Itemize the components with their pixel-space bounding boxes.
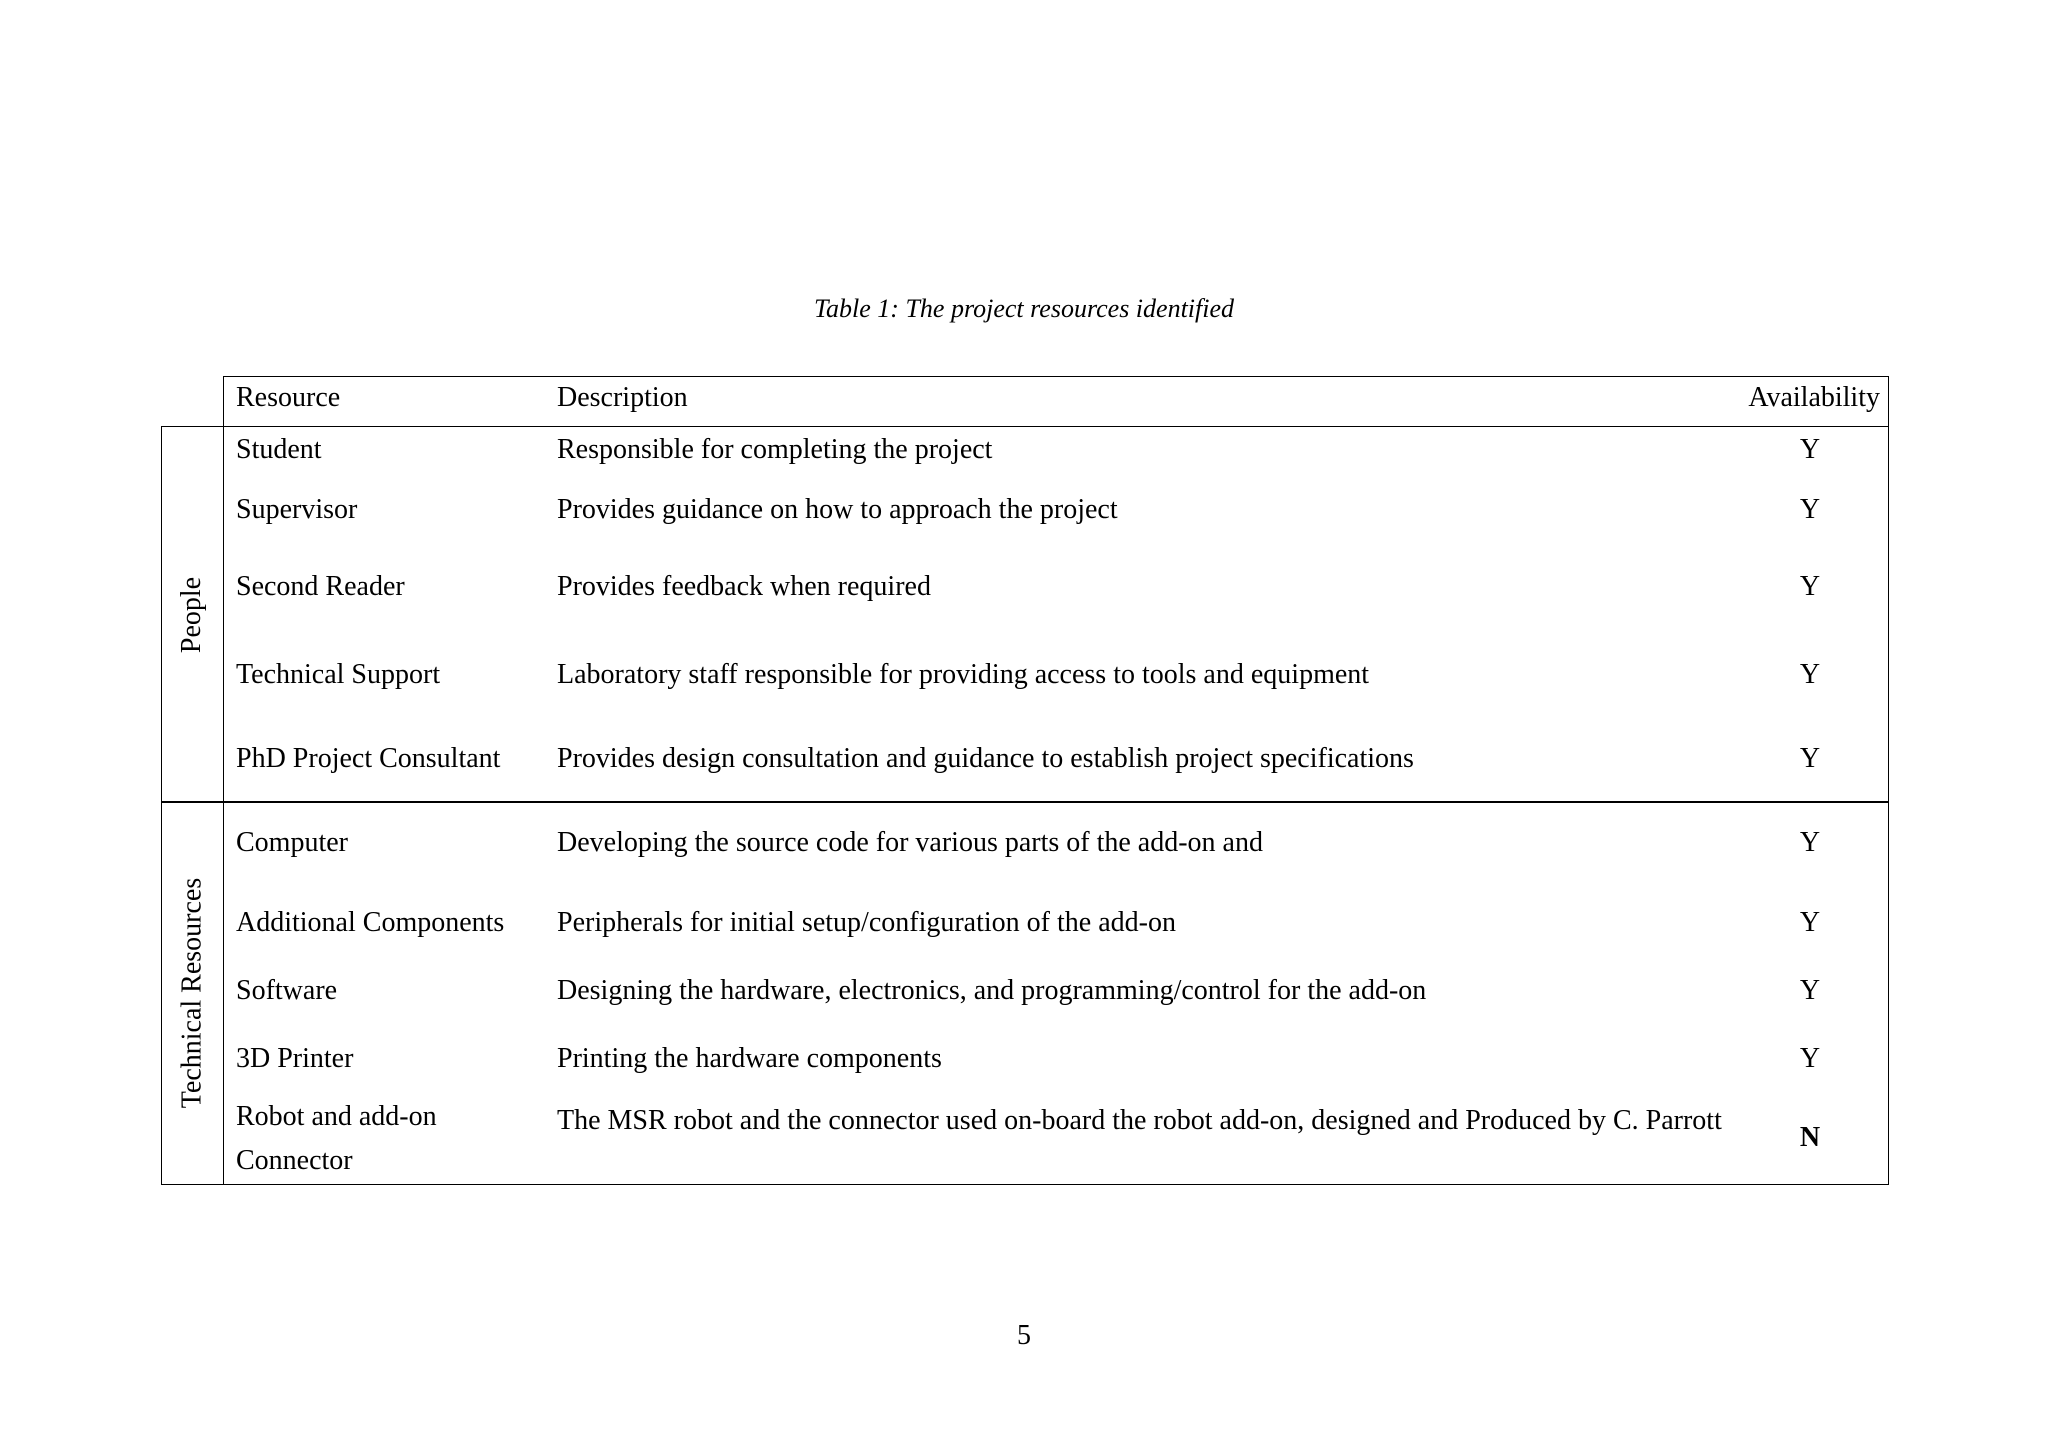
table-row-description: Laboratory staff responsible for providing access to tools and equipment: [557, 659, 1370, 690]
table-row-resource: Second Reader: [236, 571, 405, 602]
group-divider: [223, 427, 224, 802]
header-resource: Resource: [236, 382, 341, 413]
table-row-availability: Y: [1799, 827, 1821, 858]
group-label-people: People: [176, 576, 208, 653]
table-row-resource: Robot and add-on Connector: [236, 1101, 437, 1176]
table-row-description: Designing the hardware, electronics, and programming/control for the add-on: [557, 975, 1427, 1006]
table-row-availability: Y: [1799, 659, 1821, 690]
table-row-availability: N: [1799, 1122, 1821, 1153]
table-row-availability: Y: [1799, 743, 1821, 774]
table-row-resource: PhD Project Consultant: [236, 743, 501, 774]
header-availability: Availability: [1748, 382, 1880, 413]
table-row-description: Responsible for completing the project: [557, 434, 993, 465]
table-row-availability: Y: [1799, 434, 1821, 465]
table-row-description: Provides design consultation and guidance to establish project specifications: [557, 743, 1414, 774]
group-divider: [223, 802, 224, 1184]
table-row-description: The MSR robot and the connector used on-board the robot add-on, designed and Produced by C. Parrott: [557, 1105, 1722, 1136]
table-row-availability: Y: [1799, 907, 1821, 938]
table-row-availability: Y: [1799, 1043, 1821, 1074]
group-label-technical-resources: Technical Resources: [176, 877, 208, 1109]
header-description: Description: [557, 382, 688, 413]
table-row-resource: Additional Components: [236, 907, 505, 938]
table-row-description: Printing the hardware components: [557, 1043, 942, 1074]
table-header-row: [223, 376, 1889, 427]
table-caption: Table 1: The project resources identified: [813, 294, 1235, 323]
table-row-resource: Software: [236, 975, 338, 1006]
table-row-resource: Supervisor: [236, 494, 358, 525]
table-row-resource: Student: [236, 434, 322, 465]
table-row-resource: Computer: [236, 827, 348, 858]
table-row-availability: Y: [1799, 975, 1821, 1006]
table-row-availability: Y: [1799, 494, 1821, 525]
table-row-description: Provides feedback when required: [557, 571, 931, 602]
table-row-resource: 3D Printer: [236, 1043, 354, 1074]
table-row-description: Developing the source code for various parts of the add-on and: [557, 827, 1263, 858]
table-row-description: Provides guidance on how to approach the project: [557, 494, 1118, 525]
table-row-description: Peripherals for initial setup/configuration of the add-on: [557, 907, 1176, 938]
page-number: 5: [1017, 1320, 1031, 1351]
table-row-availability: Y: [1799, 571, 1821, 602]
table-row-resource: Technical Support: [236, 659, 441, 690]
